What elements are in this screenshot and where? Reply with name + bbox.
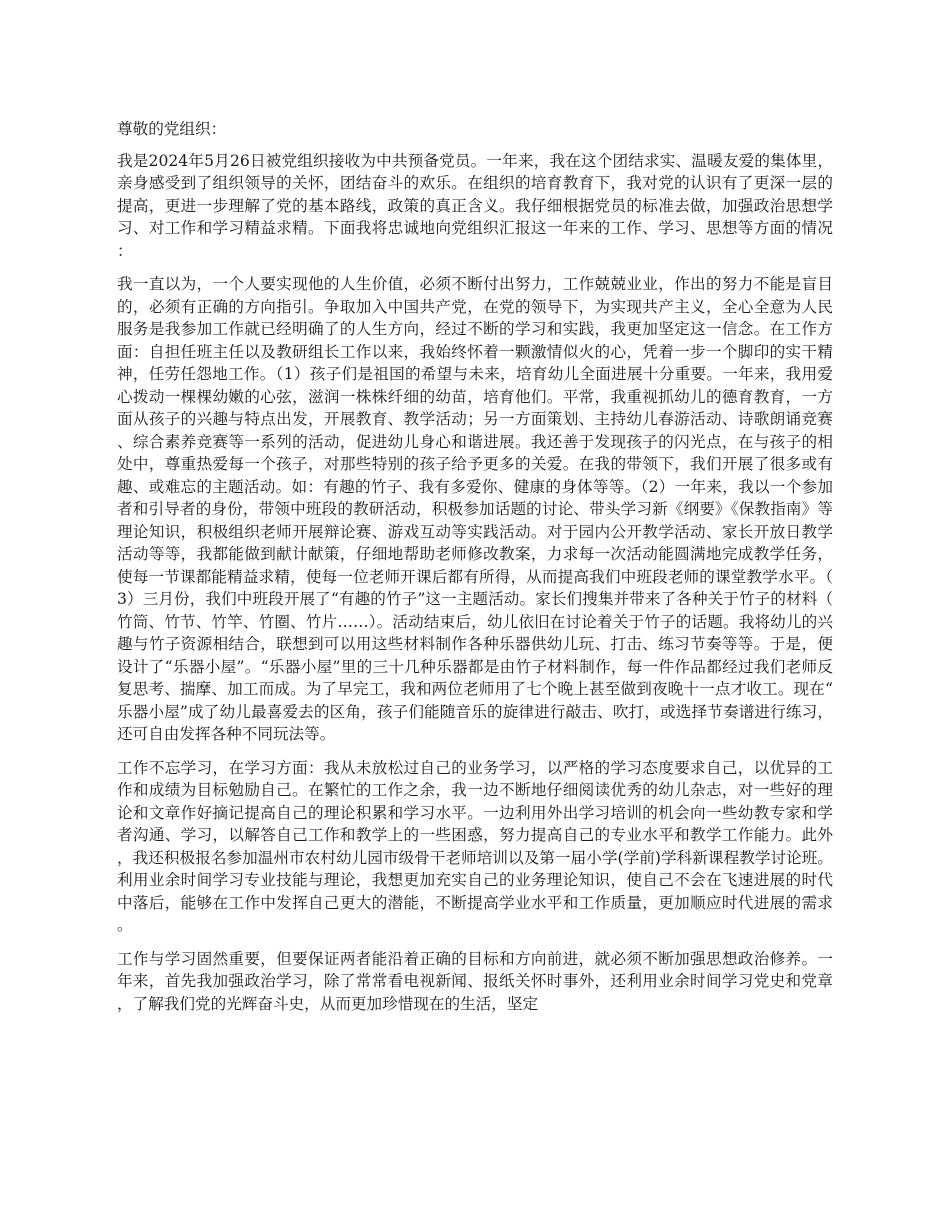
salutation: 尊敬的党组织：	[117, 120, 227, 138]
paragraph-work: 我一直以为，一个人要实现他的人生价值，必须不断付出努力，工作兢兢业业，作出的努力不能是盲目的，必须有正确的方向指引。争取加入中国共产党，在党的领导下，为实现共产主义，全心全意为人民服务是我参加工作就已经明确了的人生方向，经过不断的学习和实践，我更加坚定这一信念。在工作方面：自担任班主任以及教研组长工作以来，我始终怀着一颗激情似火的心，凭着一步一个脚印的实干精神，任劳任怨地工作。（1）孩子们是祖国的希望与未来，培育幼儿全面进展十分重要。一年来，我用爱心拨动一棵棵幼嫩的心弦，滋润一株株纤细的幼苗，培育他们。平常，我重视抓幼儿的德育教育，一方面从孩子的兴趣与特点出发，开展教育、教学活动；另一方面策划、主持幼儿春游活动、诗歌朗诵竞赛、综合素养竞赛等一系列的活动，促进幼儿身心和谐进展。我还善于发现孩子的闪光点，在与孩子的相处中，尊重热爱每一个孩子，对那些特别的孩子给予更多的关爱。在我的带领下，我们开展了很多或有趣、或难忘的主题活动。如：有趣的竹子、我有多爱你、健康的身体等等。（2）一年来，我以一个参加者和引导者的身份，带领中班段的教研活动，积极参加话题的讨论、带头学习新《纲要》《保教指南》等理论知识，积极组织老师开展辩论赛、游戏互动等实践活动。对于园内公开教学活动、家长开放日教学活动等等，我都能做到献计献策，仔细地帮助老师修改教案，力求每一次活动能圆满地完成教学任务，使每一节课都能精益求精，使每一位老师开课后都有所得，从而提高我们中班段老师的课堂教学水平。（3）三月份，我们中班段开展了“有趣的竹子”这一主题活动。家长们搜集并带来了各种关于竹子的材料（竹筒、竹节、竹竿、竹圈、竹片……）。活动结束后，幼儿依旧在讨论着关于竹子的话题。我将幼儿的兴趣与竹子资源相结合，联想到可以用这些材料制作各种乐器供幼儿玩、打击、练习节奏等等。于是，便设计了“乐器小屋”。“乐器小屋”里的三十几种乐器都是由竹子材料制作，每一件作品都经过我们老师反复思考、揣摩、加工而成。为了早完工，我和两位老师用了七个晚上甚至做到夜晚十一点才收工。现在“乐器小屋”成了幼儿最喜爱去的区角，孩子们能随音乐的旋律进行敲击、吹打，或选择节奏谱进行练习，还可自由发挥各种不同玩法等。	[117, 275, 833, 743]
document-page	[117, 118, 833, 1026]
paragraph-political: 工作与学习固然重要，但要保证两者能沿着正确的目标和方向前进，就必须不断加强思想政治修养。一年来，首先我加强政治学习，除了常常看电视新闻、报纸关怀时事外，还利用业余时间学习党史和党章，了解我们党的光辉奋斗史，从而更加珍惜现在的生活，坚定	[117, 949, 833, 1013]
paragraph-introduction: 我是2024年5月26日被党组织接收为中共预备党员。一年来，我在这个团结求实、温暖友爱的集体里，亲身感受到了组织领导的关怀，团结奋斗的欢乐。在组织的培育教育下，我对党的认识有了更深一层的提高，更进一步理解了党的基本路线，政策的真正含义。我仔细根据党员的标准去做，加强政治思想学习、对工作和学习精益求精。下面我将忠诚地向党组织汇报这一年来的工作、学习、思想等方面的情况：	[117, 151, 833, 260]
paragraph-study: 工作不忘学习，在学习方面：我从未放松过自己的业务学习，以严格的学习态度要求自己，以优异的工作和成绩为目标勉励自己。在繁忙的工作之余，我一边不断地仔细阅读优秀的幼儿杂志，对一些好的理论和文章作好摘记提高自己的理论积累和学习水平。一边利用外出学习培训的机会向一些幼教专家和学者沟通、学习，以解答自己工作和教学上的一些困惑，努力提高自己的专业水平和教学工作能力。此外，我还积极报名参加温州市农村幼儿园市级骨干老师培训以及第一届小学(学前)学科新课程教学讨论班。利用业余时间学习专业技能与理论，我想更加充实自己的业务理论知识，使自己不会在飞速进展的时代中落后，能够在工作中发挥自己更大的潜能，不断提高学业水平和工作质量，更加顺应时代进展的需求。	[117, 758, 833, 934]
